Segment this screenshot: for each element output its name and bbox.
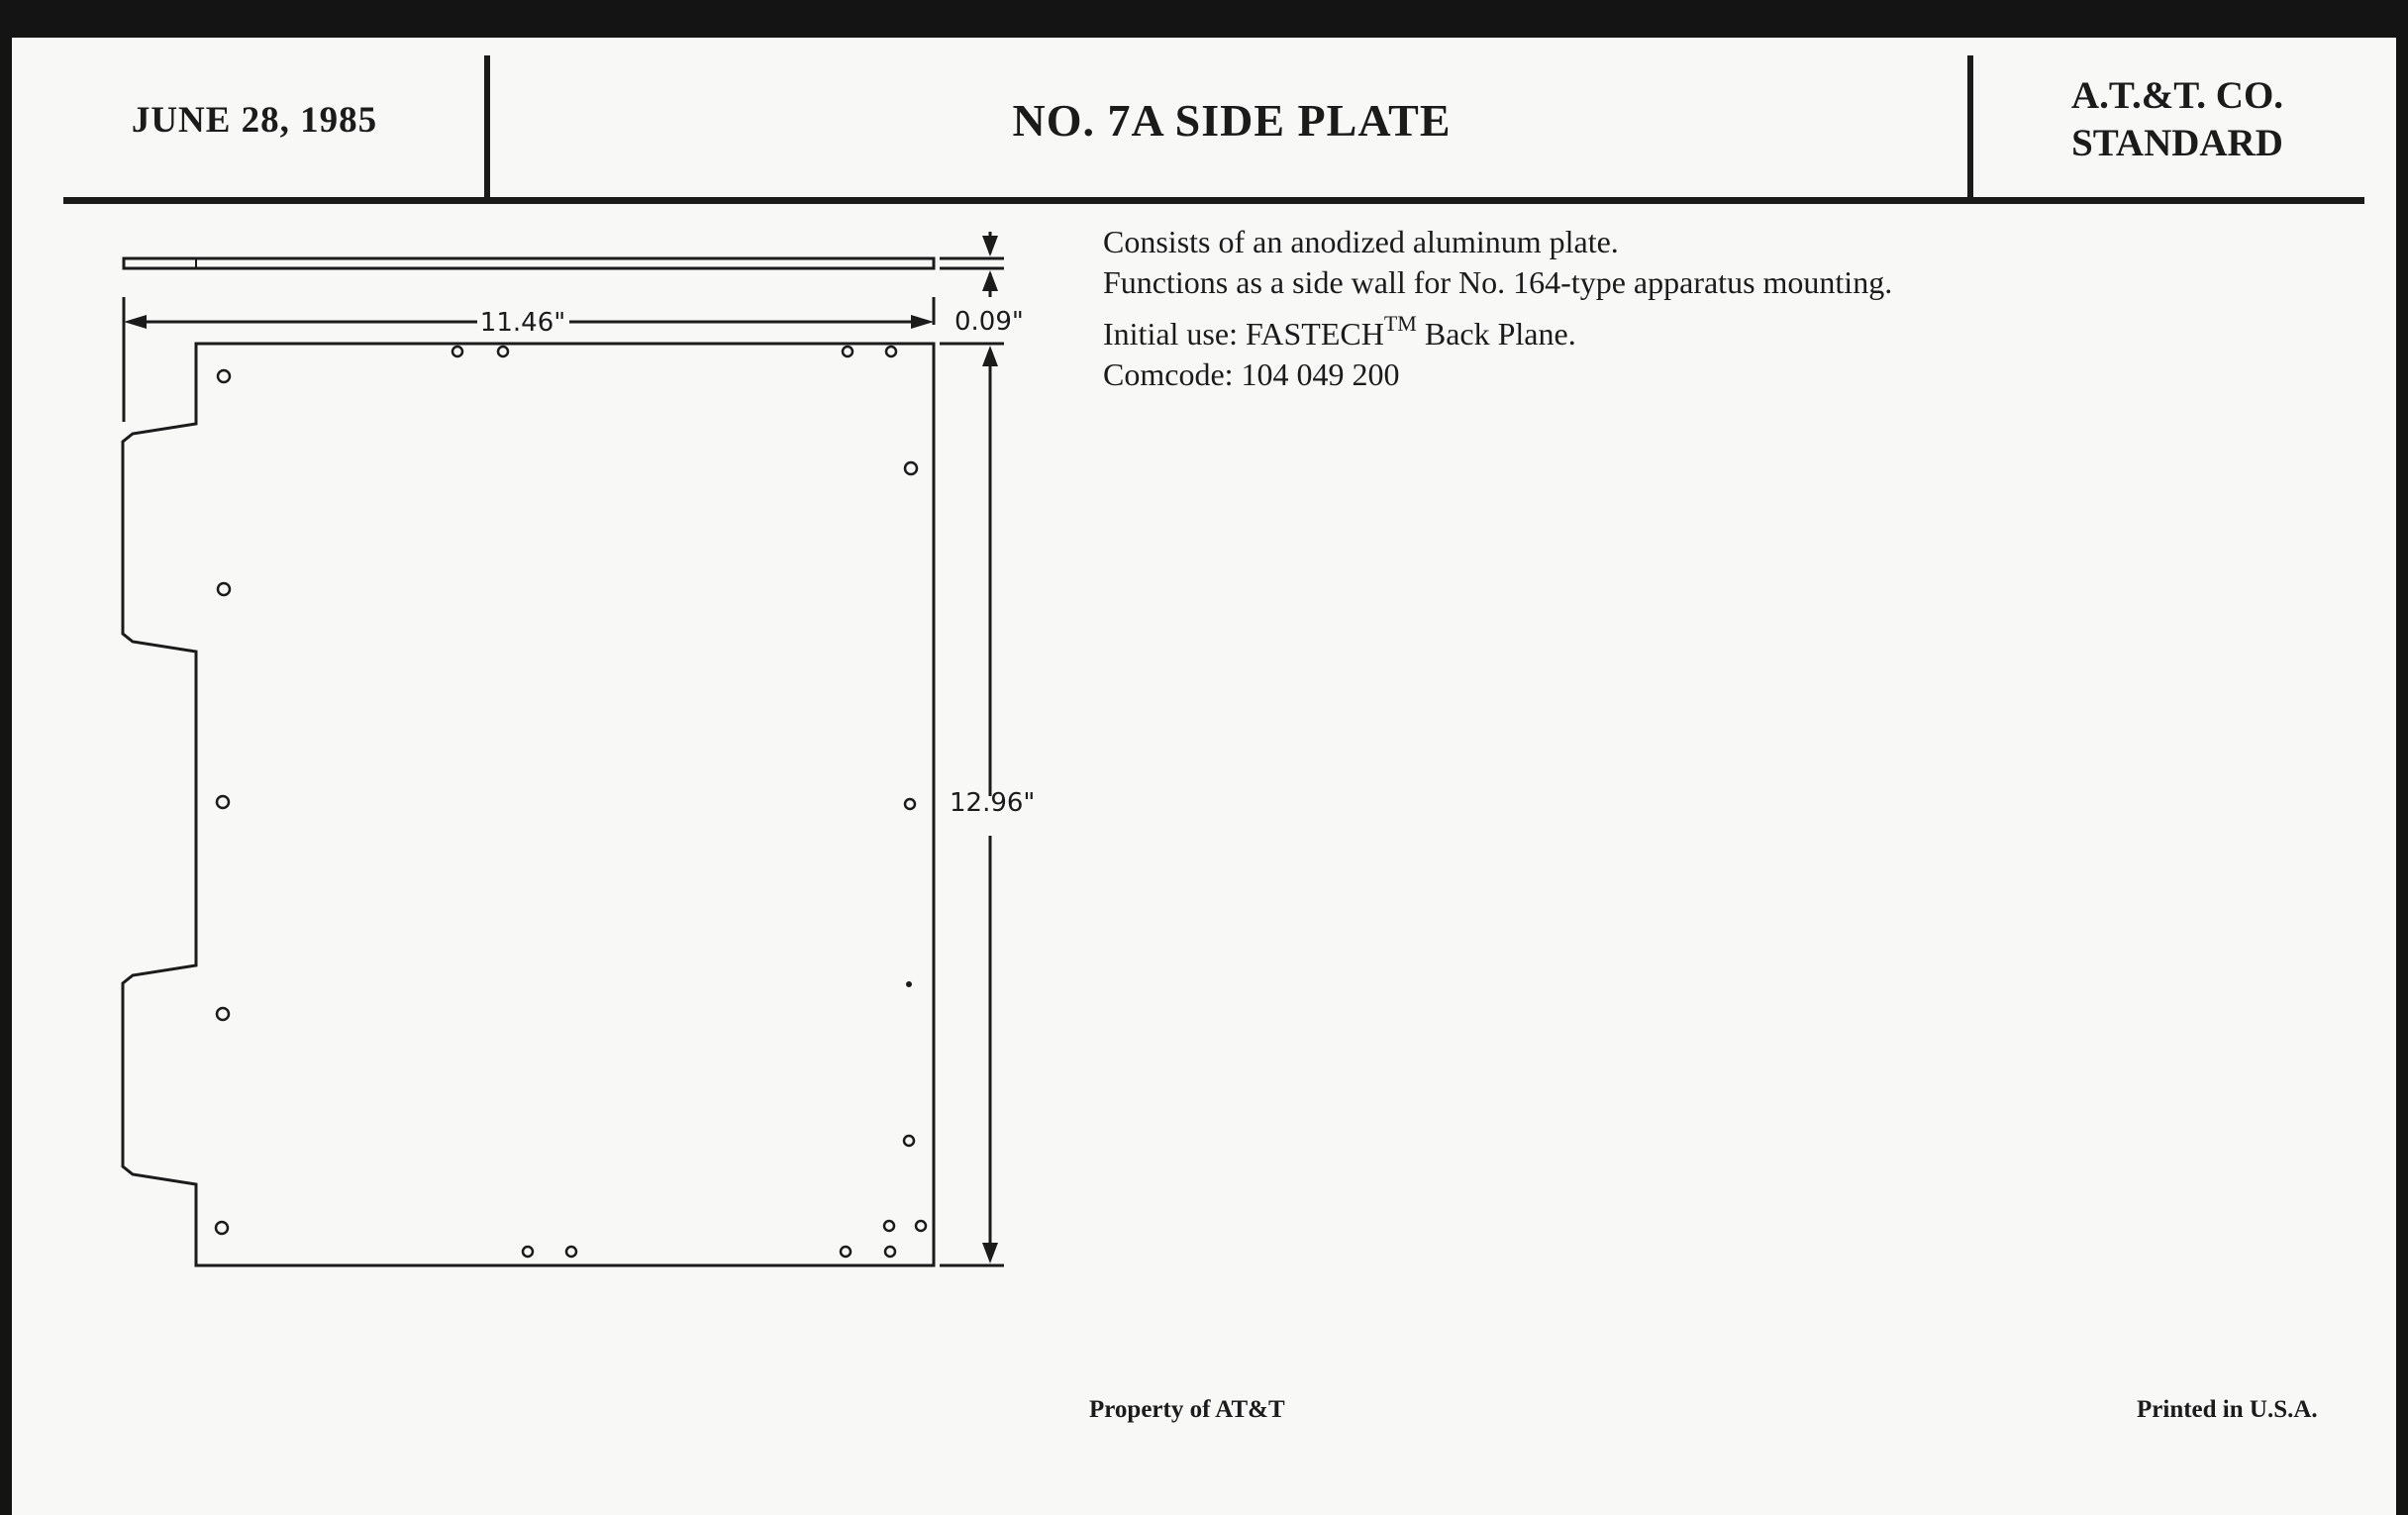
initial-use-text: Initial use: FASTECH: [1103, 316, 1384, 352]
header-divider: [1967, 55, 1973, 199]
description-line: [1103, 303, 1892, 354]
plate-outline: [123, 344, 934, 1265]
printed-notice: Printed in U.S.A.: [2137, 1396, 2318, 1423]
description-line: Consists of an anodized aluminum plate.: [1103, 224, 1619, 259]
description: [1103, 222, 1892, 395]
standard-line-2: STANDARD: [2071, 122, 2283, 164]
standard-line-1: A.T.&T. CO.: [2070, 74, 2284, 117]
standard-sheet: [12, 38, 2396, 1515]
height-dimension-label: 12.96": [950, 788, 1036, 818]
description-line: Functions as a side wall for No. 164-type apparatus mounting.: [1103, 264, 1893, 300]
plate-edge-view: [124, 258, 934, 268]
thickness-dimension-label: 0.09": [954, 307, 1024, 337]
dimension-arrow: [982, 236, 998, 256]
page-title: NO. 7A SIDE PLATE: [1012, 94, 1452, 146]
initial-use-suffix: Back Plane.: [1416, 316, 1576, 352]
comcode-line: Comcode: 104 049 200: [1103, 356, 1400, 392]
issue-date: JUNE 28, 1985: [131, 99, 378, 141]
property-notice: Property of AT&T: [1089, 1396, 1285, 1423]
dimension-arrow: [982, 1243, 998, 1263]
dimension-arrow: [982, 270, 998, 291]
side-plate-drawing: [12, 38, 1091, 1325]
dimension-arrow: [124, 315, 147, 329]
trademark-mark: TM: [1383, 311, 1417, 336]
standard-label: [1982, 38, 2372, 202]
width-dimension-label: 11.46": [479, 308, 566, 338]
mounting-holes: [216, 347, 926, 1257]
dimension-arrow: [982, 346, 998, 366]
dimension-arrow: [911, 315, 934, 329]
